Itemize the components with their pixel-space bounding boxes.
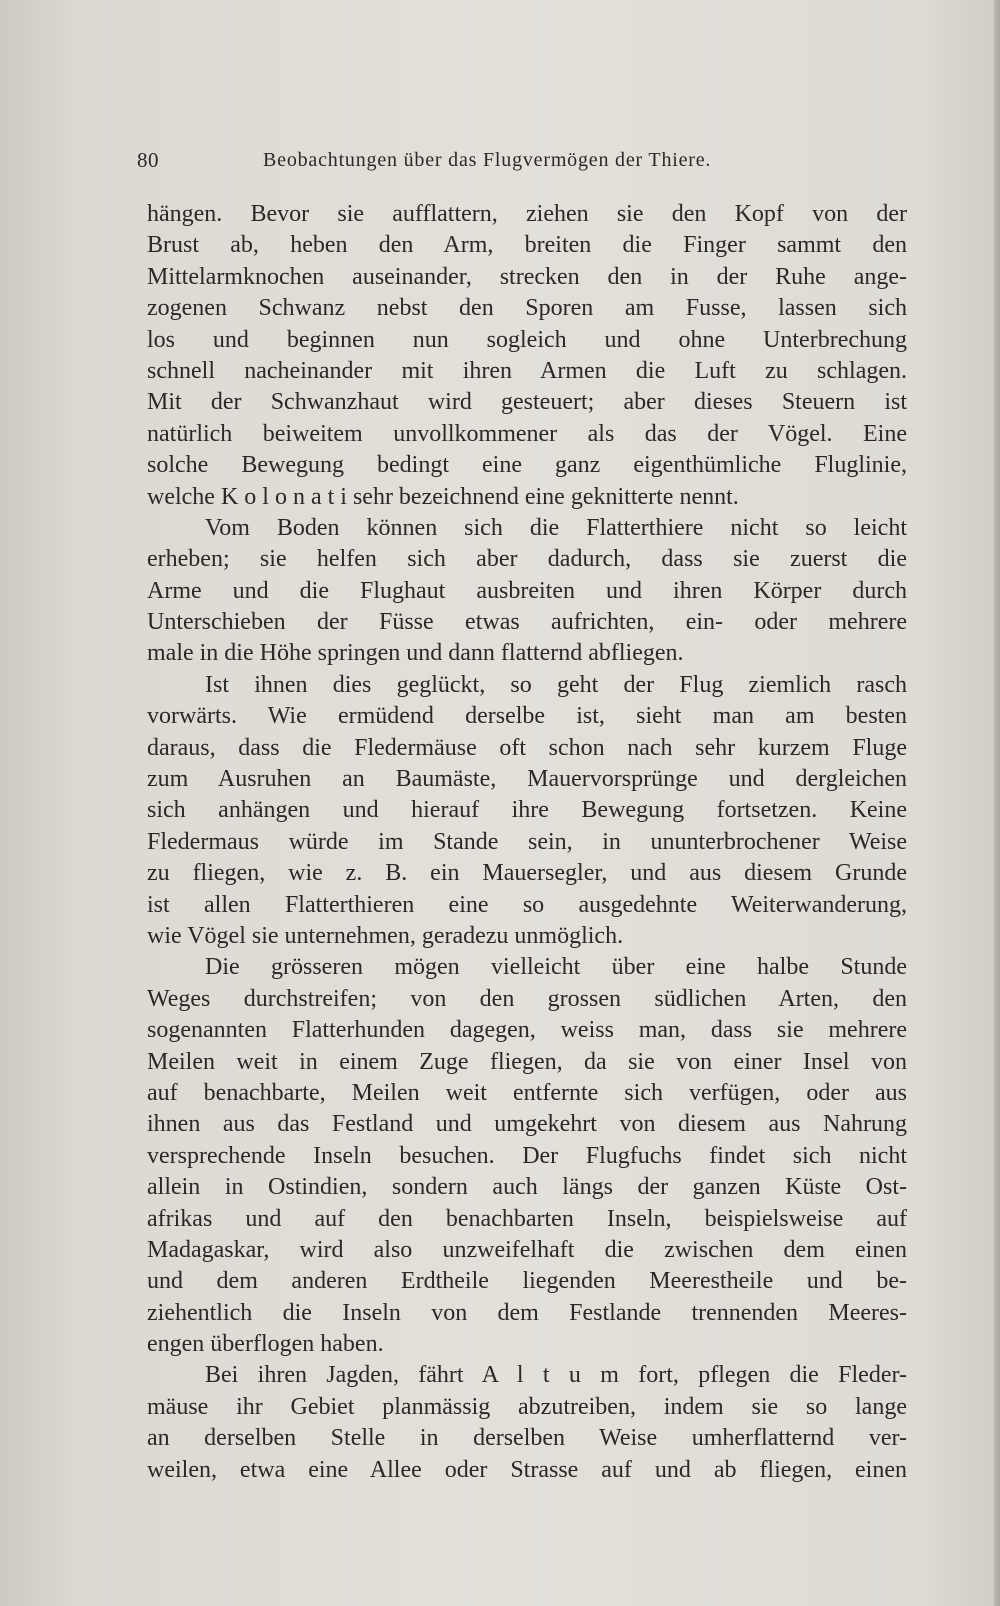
text-line: Madagaskar, wird also unzweifelhaft die zwischen dem einen xyxy=(147,1236,907,1263)
text-line: male in die Höhe springen und dann flatternd abfliegen. xyxy=(147,640,684,667)
text-line: welche K o l o n a t i sehr bezeichnend eine geknitterte nennt. xyxy=(147,483,739,510)
text-line: Arme und die Flughaut ausbreiten und ihren Körper durch xyxy=(147,577,907,604)
text-line: Bei ihren Jagden, fährt A l t u m fort, pflegen die Fleder- xyxy=(205,1362,907,1389)
page-header xyxy=(137,148,837,180)
body-text xyxy=(147,199,907,1486)
text-line: Vom Boden können sich die Flatterthiere nicht so leicht xyxy=(205,514,907,541)
text-line: Brust ab, heben den Arm, breiten die Finger sammt den xyxy=(147,232,907,259)
text-line: weilen, etwa eine Allee oder Strasse auf und ab fliegen, einen xyxy=(147,1456,907,1483)
text-line: Fledermaus würde im Stande sein, in ununterbrochener Weise xyxy=(147,828,907,855)
text-line: schnell nacheinander mit ihren Armen die Luft zu schlagen. xyxy=(147,357,907,384)
text-line: solche Bewegung bedingt eine ganz eigenthümliche Fluglinie, xyxy=(147,452,907,479)
page-number: 80 xyxy=(137,148,159,172)
text-line: Die grösseren mögen vielleicht über eine halbe Stunde xyxy=(205,954,907,981)
text-line: daraus, dass die Fledermäuse oft schon nach sehr kurzem Fluge xyxy=(147,734,907,761)
text-line: sogenannten Flatterhunden dagegen, weiss man, dass sie mehrere xyxy=(147,1017,907,1044)
text-line: an derselben Stelle in derselben Weise umherflatternd ver- xyxy=(147,1425,907,1452)
text-line: Mittelarmknochen auseinander, strecken den in der Ruhe ange- xyxy=(147,263,907,290)
text-line: afrikas und auf den benachbarten Inseln, beispielsweise auf xyxy=(147,1205,907,1232)
text-line: engen überflogen haben. xyxy=(147,1331,384,1358)
text-line: vorwärts. Wie ermüdend derselbe ist, sieht man am besten xyxy=(147,703,907,730)
running-head: Beobachtungen über das Flugvermögen der Thiere. xyxy=(263,149,712,171)
text-line: ziehentlich die Inseln von dem Festlande trennenden Meeres- xyxy=(147,1299,907,1326)
text-line: wie Vögel sie unternehmen, geradezu unmöglich. xyxy=(147,922,624,949)
text-line: mäuse ihr Gebiet planmässig abzutreiben, indem sie so lange xyxy=(147,1393,907,1420)
text-line: zu fliegen, wie z. B. ein Mauersegler, und aus diesem Grunde xyxy=(147,860,907,887)
text-line: sich anhängen und hierauf ihre Bewegung fortsetzen. Keine xyxy=(147,797,907,824)
text-line: los und beginnen nun sogleich und ohne Unterbrechung xyxy=(147,326,907,353)
text-line: erheben; sie helfen sich aber dadurch, dass sie zuerst die xyxy=(147,546,907,573)
text-line: zum Ausruhen an Baumäste, Mauervorsprünge und dergleichen xyxy=(147,766,907,793)
text-line: natürlich beiweitem unvollkommener als das der Vögel. Eine xyxy=(147,420,907,447)
text-line: allein in Ostindien, sondern auch längs der ganzen Küste Ost- xyxy=(147,1174,907,1201)
text-line: versprechende Inseln besuchen. Der Flugfuchs findet sich nicht xyxy=(147,1142,907,1169)
text-line: Unterschieben der Füsse etwas aufrichten, ein- oder mehrere xyxy=(147,609,907,636)
page-edge xyxy=(994,0,1000,1606)
text-line: ihnen aus das Festland und umgekehrt von diesem aus Nahrung xyxy=(147,1111,907,1138)
text-line: zogenen Schwanz nebst den Sporen am Fusse, lassen sich xyxy=(147,295,907,322)
text-line: Meilen weit in einem Zuge fliegen, da sie von einer Insel von xyxy=(147,1048,907,1075)
text-line: hängen. Bevor sie aufflattern, ziehen sie den Kopf von der xyxy=(147,201,907,227)
text-line: Weges durchstreifen; von den grossen südlichen Arten, den xyxy=(147,985,907,1012)
text-line: auf benachbarte, Meilen weit entfernte sich verfügen, oder aus xyxy=(147,1079,907,1106)
text-line: ist allen Flatterthieren eine so ausgedehnte Weiterwanderung, xyxy=(147,891,907,918)
text-line: Mit der Schwanzhaut wird gesteuert; aber dieses Steuern ist xyxy=(147,389,907,416)
text-line: und dem anderen Erdtheile liegenden Meerestheile und be- xyxy=(147,1268,907,1295)
text-line: Ist ihnen dies geglückt, so geht der Flug ziemlich rasch xyxy=(205,671,907,698)
